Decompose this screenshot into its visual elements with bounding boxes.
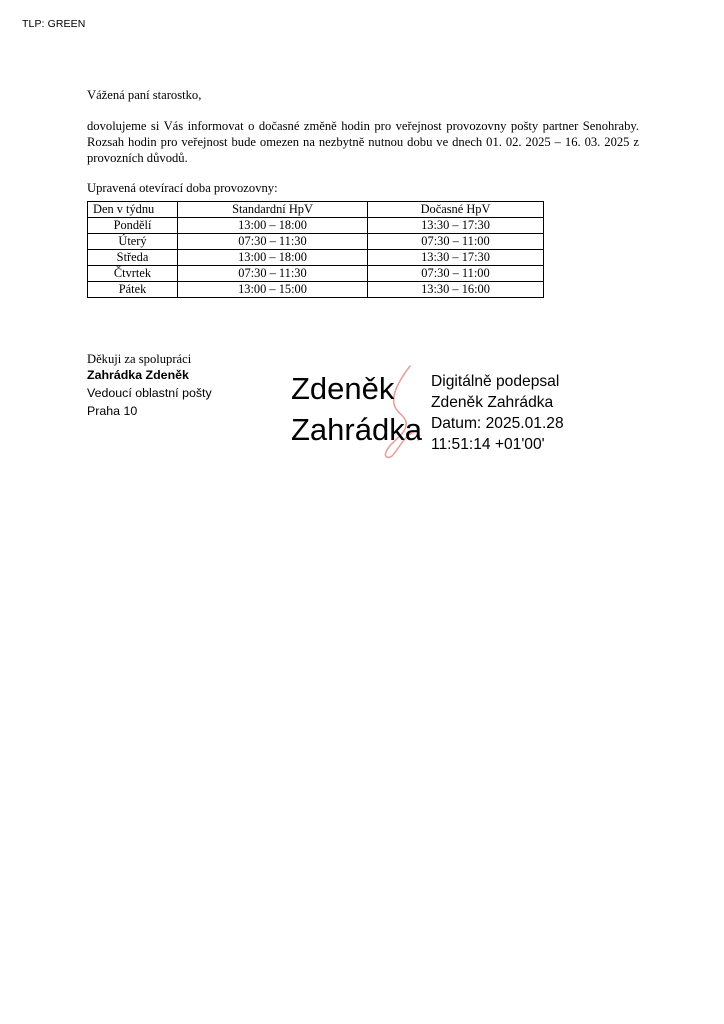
cell-standard-hours: 07:30 – 11:30 — [178, 234, 368, 250]
signature-last-name: Zahrádka — [291, 412, 422, 447]
table-row — [88, 234, 544, 250]
column-header-day: Den v týdnu — [88, 202, 178, 218]
table-header-row — [88, 202, 544, 218]
table-row — [88, 266, 544, 282]
signature-info-time: 11:51:14 +01'00' — [431, 436, 545, 453]
table-row — [88, 218, 544, 234]
cell-standard-hours: 13:00 – 18:00 — [178, 218, 368, 234]
cell-temporary-hours: 13:30 – 17:30 — [368, 218, 544, 234]
signature-info-date: Datum: 2025.01.28 — [431, 415, 564, 432]
closing-thanks: Děkuji za spolupráci — [87, 352, 192, 366]
cell-standard-hours: 13:00 – 15:00 — [178, 282, 368, 298]
cell-day: Úterý — [88, 234, 178, 250]
signature-info-signer: Zdeněk Zahrádka — [431, 394, 554, 411]
table-title: Upravená otevírací doba provozovny: — [87, 181, 278, 195]
body-paragraph: dovolujeme si Vás informovat o dočasné změně hodin pro veřejnost provozovny pošty partner Senohraby. Rozsah hodin pro veřejnost bude omezen na nezbytně nutnou dobu ve dnech 01. 02. 2025 – 16. 03. 2025 z provozních důvodů. — [87, 119, 639, 165]
cell-temporary-hours: 07:30 – 11:00 — [368, 266, 544, 282]
cell-temporary-hours: 13:30 – 17:30 — [368, 250, 544, 266]
table-row — [88, 250, 544, 266]
cell-day: Pondělí — [88, 218, 178, 234]
cell-standard-hours: 07:30 – 11:30 — [178, 266, 368, 282]
tlp-label: TLP: GREEN — [22, 18, 86, 30]
sender-location: Praha 10 — [87, 404, 138, 418]
signature-info — [431, 371, 564, 455]
sender-name: Zahrádka Zdeněk — [87, 368, 189, 382]
cell-day: Čtvrtek — [88, 266, 178, 282]
table-row — [88, 282, 544, 298]
cell-temporary-hours: 13:30 – 16:00 — [368, 282, 544, 298]
opening-hours-table — [87, 201, 544, 298]
column-header-standard: Standardní HpV — [178, 202, 368, 218]
signature-first-name: Zdeněk — [291, 371, 395, 406]
signature-display-name — [291, 368, 422, 450]
sender-block — [87, 366, 212, 420]
greeting: Vážená paní starostko, — [87, 88, 202, 102]
cell-standard-hours: 13:00 – 18:00 — [178, 250, 368, 266]
sender-position: Vedoucí oblastní pošty — [87, 386, 212, 400]
signature-info-line: Digitálně podepsal — [431, 373, 560, 390]
cell-day: Středa — [88, 250, 178, 266]
cell-day: Pátek — [88, 282, 178, 298]
cell-temporary-hours: 07:30 – 11:00 — [368, 234, 544, 250]
column-header-temporary: Dočasné HpV — [368, 202, 544, 218]
